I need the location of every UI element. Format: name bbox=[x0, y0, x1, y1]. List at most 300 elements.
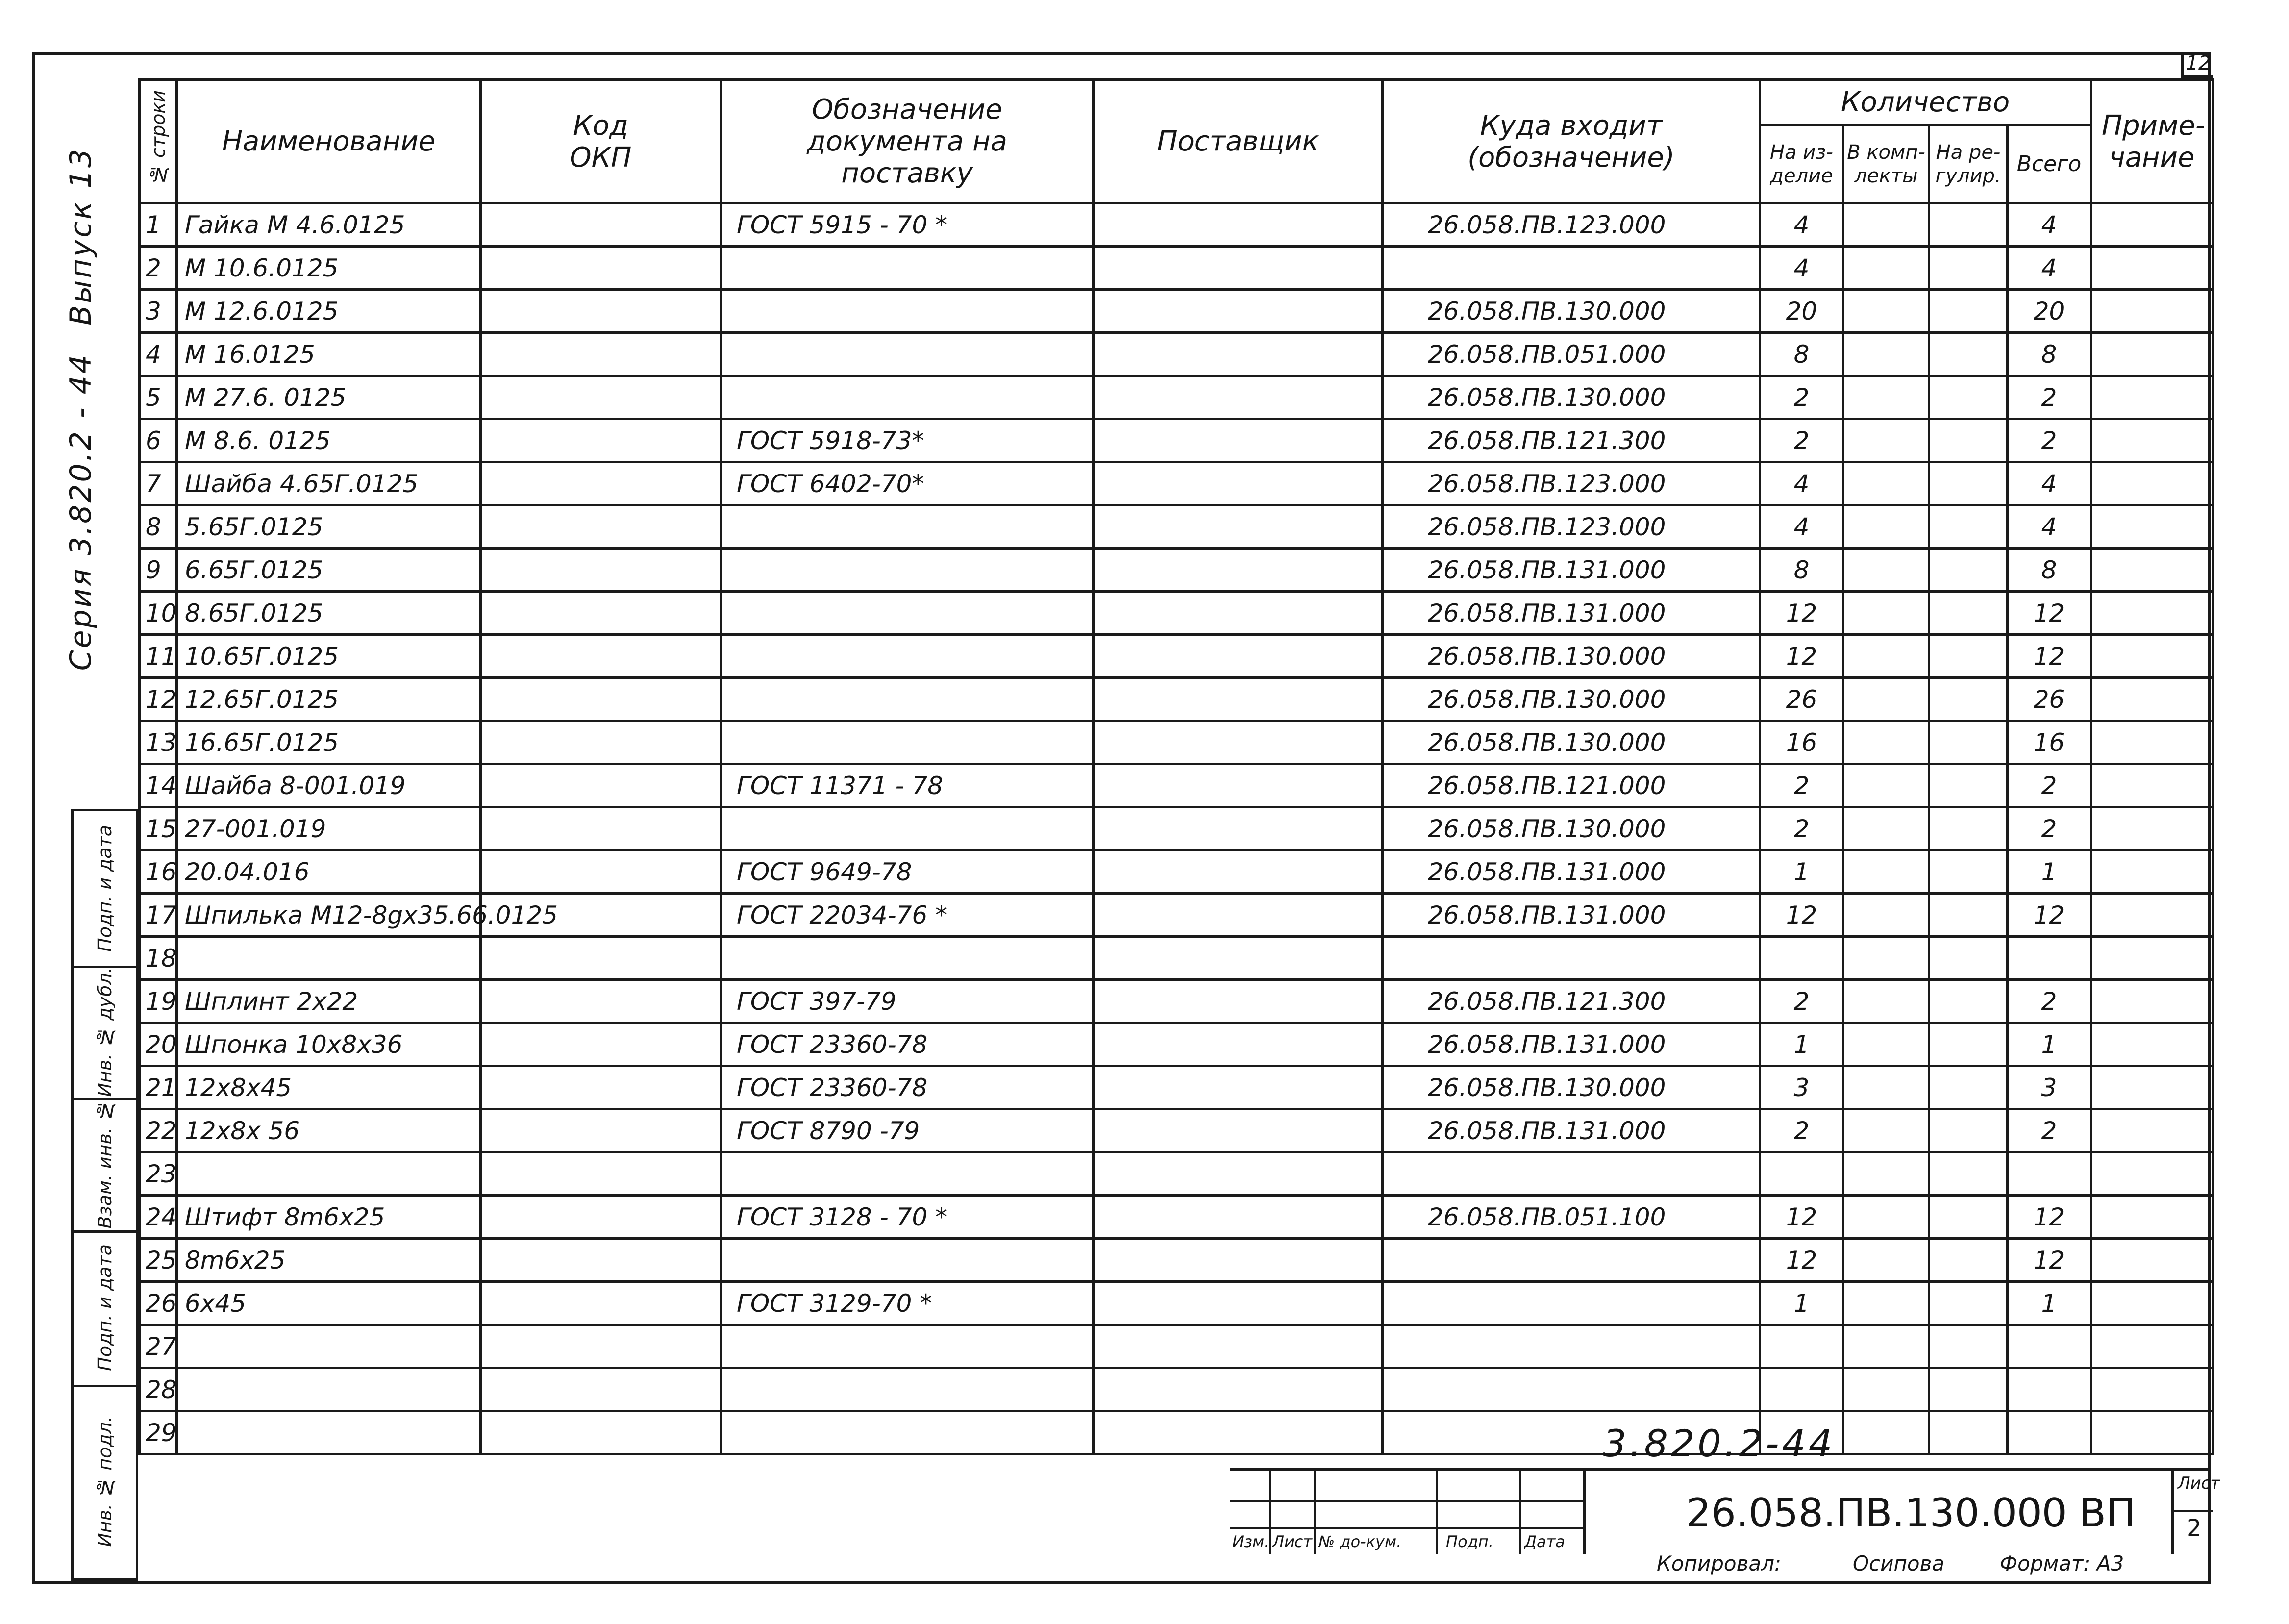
item-name: Шайба 4.65Г.0125 bbox=[177, 462, 481, 505]
qty-for-regulation bbox=[1929, 894, 2008, 937]
label-sheet: Лист bbox=[1272, 1532, 1313, 1551]
okp-code-cell bbox=[481, 290, 721, 333]
note-cell bbox=[2091, 462, 2213, 505]
where-used-cell bbox=[1383, 937, 1760, 980]
table-row bbox=[140, 807, 2213, 850]
qty-for-regulation bbox=[1929, 290, 2008, 333]
qty-in-kits bbox=[1843, 1066, 1929, 1109]
qty-total: 4 bbox=[2008, 462, 2091, 505]
table-row bbox=[140, 850, 2213, 894]
qty-for-regulation bbox=[1929, 635, 2008, 678]
supplier-cell bbox=[1094, 1282, 1383, 1325]
qty-for-regulation bbox=[1929, 549, 2008, 592]
okp-code-cell bbox=[481, 1109, 721, 1152]
label-date: Дата bbox=[1524, 1532, 1565, 1551]
supplier-cell bbox=[1094, 333, 1383, 376]
qty-total: 2 bbox=[2008, 980, 2091, 1023]
qty-per-item: 12 bbox=[1760, 894, 1843, 937]
item-name bbox=[177, 1368, 481, 1411]
qty-per-item: 4 bbox=[1760, 203, 1843, 247]
where-used-cell: 26.058.ПВ.051.100 bbox=[1383, 1196, 1760, 1239]
qty-total: 1 bbox=[2008, 1282, 2091, 1325]
qty-total bbox=[2008, 1411, 2091, 1454]
supplier-cell bbox=[1094, 376, 1383, 419]
okp-code-cell bbox=[481, 1239, 721, 1282]
supplier-cell bbox=[1094, 937, 1383, 980]
qty-per-item: 16 bbox=[1760, 721, 1843, 764]
okp-code-cell bbox=[481, 980, 721, 1023]
qty-per-item: 12 bbox=[1760, 1196, 1843, 1239]
header-supplier: Поставщик bbox=[1094, 80, 1383, 203]
note-cell bbox=[2091, 549, 2213, 592]
item-name bbox=[177, 937, 481, 980]
sheet-number: 2 bbox=[2187, 1515, 2202, 1542]
qty-in-kits bbox=[1843, 247, 1929, 290]
doc-cell bbox=[721, 1325, 1094, 1368]
okp-code-cell bbox=[481, 462, 721, 505]
title-block bbox=[1230, 1468, 2220, 1554]
doc-cell: ГОСТ 23360-78 bbox=[721, 1023, 1094, 1066]
table-row bbox=[140, 1325, 2213, 1368]
item-name: М 8.6. 0125 bbox=[177, 419, 481, 462]
qty-total: 1 bbox=[2008, 850, 2091, 894]
qty-per-item: 12 bbox=[1760, 592, 1843, 635]
qty-for-regulation bbox=[1929, 1196, 2008, 1239]
supplier-cell bbox=[1094, 247, 1383, 290]
note-cell bbox=[2091, 850, 2213, 894]
okp-code-cell bbox=[481, 937, 721, 980]
note-cell bbox=[2091, 721, 2213, 764]
qty-per-item: 8 bbox=[1760, 549, 1843, 592]
table-row bbox=[140, 980, 2213, 1023]
supplier-cell bbox=[1094, 1066, 1383, 1109]
item-name: Штифт 8m6х25 bbox=[177, 1196, 481, 1239]
row-number: 28 bbox=[140, 1368, 177, 1411]
doc-cell bbox=[721, 937, 1094, 980]
doc-cell bbox=[721, 290, 1094, 333]
row-number: 6 bbox=[140, 419, 177, 462]
supplier-cell bbox=[1094, 635, 1383, 678]
row-number: 11 bbox=[140, 635, 177, 678]
where-used-cell bbox=[1383, 247, 1760, 290]
where-used-cell: 26.058.ПВ.130.000 bbox=[1383, 635, 1760, 678]
qty-in-kits bbox=[1843, 505, 1929, 549]
supplier-cell bbox=[1094, 203, 1383, 247]
qty-for-regulation bbox=[1929, 1282, 2008, 1325]
item-name: М 12.6.0125 bbox=[177, 290, 481, 333]
qty-per-item: 12 bbox=[1760, 1239, 1843, 1282]
qty-for-regulation bbox=[1929, 1023, 2008, 1066]
qty-in-kits bbox=[1843, 635, 1929, 678]
row-number: 26 bbox=[140, 1282, 177, 1325]
qty-total: 4 bbox=[2008, 247, 2091, 290]
doc-cell bbox=[721, 678, 1094, 721]
row-number: 23 bbox=[140, 1152, 177, 1196]
row-number: 24 bbox=[140, 1196, 177, 1239]
doc-cell: ГОСТ 397-79 bbox=[721, 980, 1094, 1023]
qty-per-item: 1 bbox=[1760, 1282, 1843, 1325]
qty-per-item: 4 bbox=[1760, 462, 1843, 505]
note-cell bbox=[2091, 937, 2213, 980]
table-row bbox=[140, 333, 2213, 376]
item-name: 27-001.019 bbox=[177, 807, 481, 850]
qty-total: 12 bbox=[2008, 1196, 2091, 1239]
qty-for-regulation bbox=[1929, 203, 2008, 247]
table-row bbox=[140, 678, 2213, 721]
doc-cell bbox=[721, 721, 1094, 764]
table-row bbox=[140, 1066, 2213, 1109]
qty-for-regulation bbox=[1929, 1066, 2008, 1109]
qty-total: 1 bbox=[2008, 1023, 2091, 1066]
qty-for-regulation bbox=[1929, 1411, 2008, 1454]
header-note: Приме-чание bbox=[2091, 80, 2213, 203]
table-row bbox=[140, 1282, 2213, 1325]
where-used-cell: 26.058.ПВ.121.000 bbox=[1383, 764, 1760, 807]
qty-per-item: 4 bbox=[1760, 505, 1843, 549]
qty-for-regulation bbox=[1929, 850, 2008, 894]
format-label: Формат: А3 bbox=[2000, 1551, 2124, 1575]
qty-per-item: 1 bbox=[1760, 1023, 1843, 1066]
supplier-cell bbox=[1094, 505, 1383, 549]
item-name: 12.65Г.0125 bbox=[177, 678, 481, 721]
qty-for-regulation bbox=[1929, 1325, 2008, 1368]
qty-per-item: 20 bbox=[1760, 290, 1843, 333]
item-name: 16.65Г.0125 bbox=[177, 721, 481, 764]
item-name: М 27.6. 0125 bbox=[177, 376, 481, 419]
doc-cell: ГОСТ 5918-73* bbox=[721, 419, 1094, 462]
qty-in-kits bbox=[1843, 1368, 1929, 1411]
qty-total bbox=[2008, 937, 2091, 980]
table-row bbox=[140, 635, 2213, 678]
qty-per-item bbox=[1760, 1325, 1843, 1368]
qty-per-item: 2 bbox=[1760, 807, 1843, 850]
qty-in-kits bbox=[1843, 678, 1929, 721]
okp-code-cell bbox=[481, 1023, 721, 1066]
table-row bbox=[140, 419, 2213, 462]
qty-per-item: 2 bbox=[1760, 764, 1843, 807]
doc-cell: ГОСТ 5915 - 70 * bbox=[721, 203, 1094, 247]
okp-code-cell bbox=[481, 1411, 721, 1454]
qty-per-item: 12 bbox=[1760, 635, 1843, 678]
doc-cell: ГОСТ 11371 - 78 bbox=[721, 764, 1094, 807]
label-doc-no: № до-кум. bbox=[1319, 1532, 1402, 1551]
header-total: Всего bbox=[2008, 125, 2091, 203]
doc-cell bbox=[721, 807, 1094, 850]
where-used-cell bbox=[1383, 1282, 1760, 1325]
qty-total bbox=[2008, 1152, 2091, 1196]
table-row bbox=[140, 1368, 2213, 1411]
qty-in-kits bbox=[1843, 549, 1929, 592]
header-doc: Обозначение документа на поставку bbox=[721, 80, 1094, 203]
qty-total: 4 bbox=[2008, 203, 2091, 247]
header-for-regulation: На ре-гулир. bbox=[1929, 125, 2008, 203]
item-name: М 10.6.0125 bbox=[177, 247, 481, 290]
supplier-cell bbox=[1094, 678, 1383, 721]
row-number: 3 bbox=[140, 290, 177, 333]
qty-in-kits bbox=[1843, 1239, 1929, 1282]
item-name: 10.65Г.0125 bbox=[177, 635, 481, 678]
qty-per-item: 2 bbox=[1760, 980, 1843, 1023]
qty-in-kits bbox=[1843, 764, 1929, 807]
note-cell bbox=[2091, 1239, 2213, 1282]
series-number: 3.820.2-44 bbox=[1603, 1422, 1836, 1465]
qty-for-regulation bbox=[1929, 247, 2008, 290]
issue-label: Выпуск 13 bbox=[64, 147, 98, 325]
where-used-cell: 26.058.ПВ.131.000 bbox=[1383, 592, 1760, 635]
doc-cell: ГОСТ 23360-78 bbox=[721, 1066, 1094, 1109]
note-cell bbox=[2091, 764, 2213, 807]
doc-cell: ГОСТ 6402-70* bbox=[721, 462, 1094, 505]
qty-per-item: 2 bbox=[1760, 1109, 1843, 1152]
doc-cell bbox=[721, 1239, 1094, 1282]
where-used-cell: 26.058.ПВ.131.000 bbox=[1383, 1109, 1760, 1152]
qty-for-regulation bbox=[1929, 1239, 2008, 1282]
doc-cell: ГОСТ 22034-76 * bbox=[721, 894, 1094, 937]
specification-table bbox=[138, 78, 2214, 1455]
row-number: 21 bbox=[140, 1066, 177, 1109]
stamp-sign-date-1: Подп. и дата bbox=[74, 811, 136, 968]
qty-in-kits bbox=[1843, 1325, 1929, 1368]
where-used-cell: 26.058.ПВ.130.000 bbox=[1383, 807, 1760, 850]
row-number: 18 bbox=[140, 937, 177, 980]
doc-cell bbox=[721, 635, 1094, 678]
stamp-sign-date-2: Подп. и дата bbox=[74, 1230, 136, 1387]
qty-per-item: 4 bbox=[1760, 247, 1843, 290]
okp-code-cell bbox=[481, 592, 721, 635]
item-name: Шпилька М12-8gх35.66.0125 bbox=[177, 894, 481, 937]
copied-by: Осипова bbox=[1853, 1551, 1945, 1575]
note-cell bbox=[2091, 1196, 2213, 1239]
qty-total: 8 bbox=[2008, 549, 2091, 592]
row-number: 10 bbox=[140, 592, 177, 635]
qty-in-kits bbox=[1843, 290, 1929, 333]
supplier-cell bbox=[1094, 462, 1383, 505]
item-name: Шпонка 10х8х36 bbox=[177, 1023, 481, 1066]
okp-code-cell bbox=[481, 1066, 721, 1109]
doc-cell bbox=[721, 376, 1094, 419]
row-number: 12 bbox=[140, 678, 177, 721]
qty-for-regulation bbox=[1929, 1152, 2008, 1196]
table-row bbox=[140, 549, 2213, 592]
where-used-cell bbox=[1383, 1325, 1760, 1368]
qty-per-item: 2 bbox=[1760, 376, 1843, 419]
qty-in-kits bbox=[1843, 419, 1929, 462]
qty-for-regulation bbox=[1929, 807, 2008, 850]
row-number: 8 bbox=[140, 505, 177, 549]
where-used-cell: 26.058.ПВ.121.300 bbox=[1383, 980, 1760, 1023]
table-row bbox=[140, 203, 2213, 247]
where-used-cell: 26.058.ПВ.130.000 bbox=[1383, 678, 1760, 721]
supplier-cell bbox=[1094, 1196, 1383, 1239]
okp-code-cell bbox=[481, 635, 721, 678]
item-name: 6х45 bbox=[177, 1282, 481, 1325]
qty-per-item: 1 bbox=[1760, 850, 1843, 894]
okp-code-cell bbox=[481, 1152, 721, 1196]
qty-in-kits bbox=[1843, 894, 1929, 937]
where-used-cell: 26.058.ПВ.130.000 bbox=[1383, 290, 1760, 333]
qty-total: 4 bbox=[2008, 505, 2091, 549]
header-name: Наименование bbox=[177, 80, 481, 203]
where-used-cell: 26.058.ПВ.121.300 bbox=[1383, 419, 1760, 462]
qty-in-kits bbox=[1843, 721, 1929, 764]
table-row bbox=[140, 1152, 2213, 1196]
qty-total: 2 bbox=[2008, 1109, 2091, 1152]
supplier-cell bbox=[1094, 850, 1383, 894]
supplier-cell bbox=[1094, 807, 1383, 850]
row-number: 1 bbox=[140, 203, 177, 247]
qty-total: 2 bbox=[2008, 764, 2091, 807]
item-name: 8m6х25 bbox=[177, 1239, 481, 1282]
item-name: Шплинт 2х22 bbox=[177, 980, 481, 1023]
label-change: Изм. bbox=[1232, 1532, 1269, 1551]
note-cell bbox=[2091, 376, 2213, 419]
okp-code-cell bbox=[481, 1196, 721, 1239]
header-in-kits: В комп-лекты bbox=[1843, 125, 1929, 203]
supplier-cell bbox=[1094, 1411, 1383, 1454]
qty-for-regulation bbox=[1929, 419, 2008, 462]
header-per-item: На из-делие bbox=[1760, 125, 1843, 203]
note-cell bbox=[2091, 1109, 2213, 1152]
qty-in-kits bbox=[1843, 333, 1929, 376]
note-cell bbox=[2091, 1023, 2213, 1066]
note-cell bbox=[2091, 1368, 2213, 1411]
note-cell bbox=[2091, 333, 2213, 376]
supplier-cell bbox=[1094, 1023, 1383, 1066]
table-row bbox=[140, 1239, 2213, 1282]
doc-cell bbox=[721, 1411, 1094, 1454]
row-number: 4 bbox=[140, 333, 177, 376]
qty-in-kits bbox=[1843, 1152, 1929, 1196]
sheet-label: Лист bbox=[2178, 1474, 2220, 1493]
qty-total: 16 bbox=[2008, 721, 2091, 764]
okp-code-cell bbox=[481, 850, 721, 894]
table-row bbox=[140, 894, 2213, 937]
table-row bbox=[140, 505, 2213, 549]
supplier-cell bbox=[1094, 1109, 1383, 1152]
where-used-cell: 26.058.ПВ.131.000 bbox=[1383, 850, 1760, 894]
qty-for-regulation bbox=[1929, 678, 2008, 721]
qty-total: 8 bbox=[2008, 333, 2091, 376]
row-number: 25 bbox=[140, 1239, 177, 1282]
header-okp-code: Код ОКП bbox=[481, 80, 721, 203]
note-cell bbox=[2091, 1152, 2213, 1196]
where-used-cell bbox=[1383, 1368, 1760, 1411]
row-number: 22 bbox=[140, 1109, 177, 1152]
qty-per-item: 8 bbox=[1760, 333, 1843, 376]
table-row bbox=[140, 290, 2213, 333]
qty-total: 26 bbox=[2008, 678, 2091, 721]
row-number: 27 bbox=[140, 1325, 177, 1368]
qty-in-kits bbox=[1843, 980, 1929, 1023]
okp-code-cell bbox=[481, 549, 721, 592]
item-name: 20.04.016 bbox=[177, 850, 481, 894]
note-cell bbox=[2091, 247, 2213, 290]
table-row bbox=[140, 376, 2213, 419]
where-used-cell: 26.058.ПВ.131.000 bbox=[1383, 894, 1760, 937]
row-number: 29 bbox=[140, 1411, 177, 1454]
okp-code-cell bbox=[481, 1325, 721, 1368]
supplier-cell bbox=[1094, 764, 1383, 807]
supplier-cell bbox=[1094, 894, 1383, 937]
item-name: 6.65Г.0125 bbox=[177, 549, 481, 592]
doc-cell bbox=[721, 549, 1094, 592]
note-cell bbox=[2091, 635, 2213, 678]
qty-per-item bbox=[1760, 1152, 1843, 1196]
where-used-cell: 26.058.ПВ.130.000 bbox=[1383, 1066, 1760, 1109]
item-name: 12х8х45 bbox=[177, 1066, 481, 1109]
doc-cell bbox=[721, 1368, 1094, 1411]
qty-total: 2 bbox=[2008, 419, 2091, 462]
specification-table-wrapper bbox=[138, 78, 2212, 1455]
qty-total bbox=[2008, 1325, 2091, 1368]
qty-total: 12 bbox=[2008, 635, 2091, 678]
qty-in-kits bbox=[1843, 462, 1929, 505]
qty-total: 2 bbox=[2008, 376, 2091, 419]
qty-per-item: 2 bbox=[1760, 419, 1843, 462]
okp-code-cell bbox=[481, 247, 721, 290]
copied-label: Копировал: bbox=[1657, 1551, 1782, 1575]
qty-for-regulation bbox=[1929, 1368, 2008, 1411]
qty-in-kits bbox=[1843, 376, 1929, 419]
qty-in-kits bbox=[1843, 1411, 1929, 1454]
supplier-cell bbox=[1094, 592, 1383, 635]
note-cell bbox=[2091, 419, 2213, 462]
doc-cell bbox=[721, 247, 1094, 290]
qty-in-kits bbox=[1843, 1023, 1929, 1066]
item-name bbox=[177, 1411, 481, 1454]
qty-per-item: 3 bbox=[1760, 1066, 1843, 1109]
qty-per-item: 26 bbox=[1760, 678, 1843, 721]
row-number: 16 bbox=[140, 850, 177, 894]
row-number: 17 bbox=[140, 894, 177, 937]
supplier-cell bbox=[1094, 980, 1383, 1023]
table-body bbox=[140, 203, 2213, 1454]
table-row bbox=[140, 937, 2213, 980]
item-name bbox=[177, 1152, 481, 1196]
row-number: 20 bbox=[140, 1023, 177, 1066]
where-used-cell: 26.058.ПВ.123.000 bbox=[1383, 462, 1760, 505]
qty-for-regulation bbox=[1929, 505, 2008, 549]
sheet-corner-number: 12 bbox=[2181, 52, 2213, 78]
qty-total: 12 bbox=[2008, 592, 2091, 635]
header-quantity: Количество bbox=[1760, 80, 2091, 125]
supplier-cell bbox=[1094, 1239, 1383, 1282]
doc-cell bbox=[721, 1152, 1094, 1196]
table-row bbox=[140, 247, 2213, 290]
okp-code-cell bbox=[481, 764, 721, 807]
item-name: 5.65Г.0125 bbox=[177, 505, 481, 549]
okp-code-cell bbox=[481, 505, 721, 549]
table-row bbox=[140, 1109, 2213, 1152]
where-used-cell: 26.058.ПВ.051.000 bbox=[1383, 333, 1760, 376]
note-cell bbox=[2091, 1411, 2213, 1454]
note-cell bbox=[2091, 678, 2213, 721]
qty-for-regulation bbox=[1929, 462, 2008, 505]
table-row bbox=[140, 592, 2213, 635]
where-used-cell: 26.058.ПВ.131.000 bbox=[1383, 1023, 1760, 1066]
supplier-cell bbox=[1094, 1325, 1383, 1368]
doc-cell: ГОСТ 8790 -79 bbox=[721, 1109, 1094, 1152]
note-cell bbox=[2091, 1325, 2213, 1368]
sheet-box bbox=[2171, 1471, 2220, 1554]
revision-grid bbox=[1230, 1471, 1586, 1554]
row-number: 9 bbox=[140, 549, 177, 592]
okp-code-cell bbox=[481, 678, 721, 721]
doc-cell bbox=[721, 592, 1094, 635]
stamp-replace-inv: Взам. инв. № bbox=[74, 1098, 136, 1233]
note-cell bbox=[2091, 980, 2213, 1023]
qty-total: 12 bbox=[2008, 1239, 2091, 1282]
